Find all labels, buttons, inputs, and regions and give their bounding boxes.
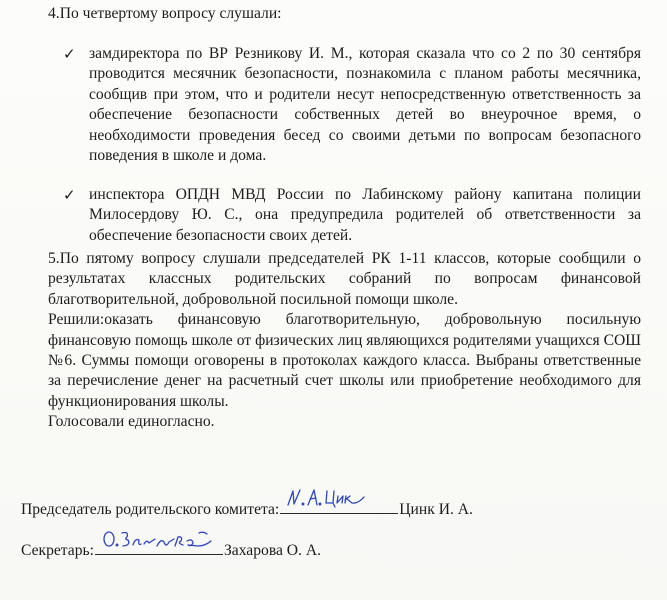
question-4-item-1-text: замдиректора по ВР Резникову И. М., которая сказала что со 2 по 30 сентября проводится месячник безопасности, познакомила с планом работы месячника, сообщив при этом, что и родители несут непосредственную ответственность за обеспечение безопасности собственных детей во внеурочное время, о необходимости проведения бесед со своими детьми по вопросам безопасного поведения в школе и дома.: [89, 45, 641, 165]
question-4-item-1: [63, 44, 641, 166]
checkmark-icon: ✓: [63, 45, 76, 63]
question-5-section: [48, 249, 641, 433]
question-4-item-2: [63, 185, 641, 246]
question-5-heard: 5.По пятому вопросу слушали председателей РК 1-11 классов, которые сообщили о результатах классных родительских собраний по вопросам финансовой благотворительной, добровольной посильной помощи школе.: [48, 250, 641, 308]
secretary-signature-row: [21, 538, 321, 560]
checkmark-icon: ✓: [63, 186, 76, 204]
chair-role-label: Председатель родительского комитета:: [21, 501, 280, 518]
chair-handwritten-signature: [282, 483, 378, 511]
chair-name: Цинк И. А.: [399, 501, 473, 518]
secretary-handwritten-signature: [97, 524, 219, 554]
secretary-signature-line: [95, 538, 223, 555]
secretary-name: Захарова О. А.: [223, 542, 322, 559]
chair-signature-line: [280, 497, 398, 514]
question-4-item-2-text: инспектора ОПДН МВД России по Лабинскому району капитана полиции Милосердову Ю. С., она предупредила родителей об ответственности за обеспечение безопасности своих детей.: [89, 186, 641, 244]
secretary-role-label: Секретарь:: [21, 542, 94, 559]
question-5-decision: Решили:оказать финансовую благотворительную, добровольную посильную финансовую помощь школе от физических лиц являющихся родителями учащихся СОШ №6. Суммы помощи оговорены в протоколах каждого класса. Выбраны ответственные за перечисление денег на расчетный счет школы или приобретение необходимого для функционирования школы.: [48, 311, 641, 410]
question-5-vote: Голосовали единогласно.: [48, 413, 215, 431]
chair-signature-row: [21, 497, 473, 519]
question-4-heading: 4.По четвертому вопросу слушали:: [48, 5, 282, 22]
